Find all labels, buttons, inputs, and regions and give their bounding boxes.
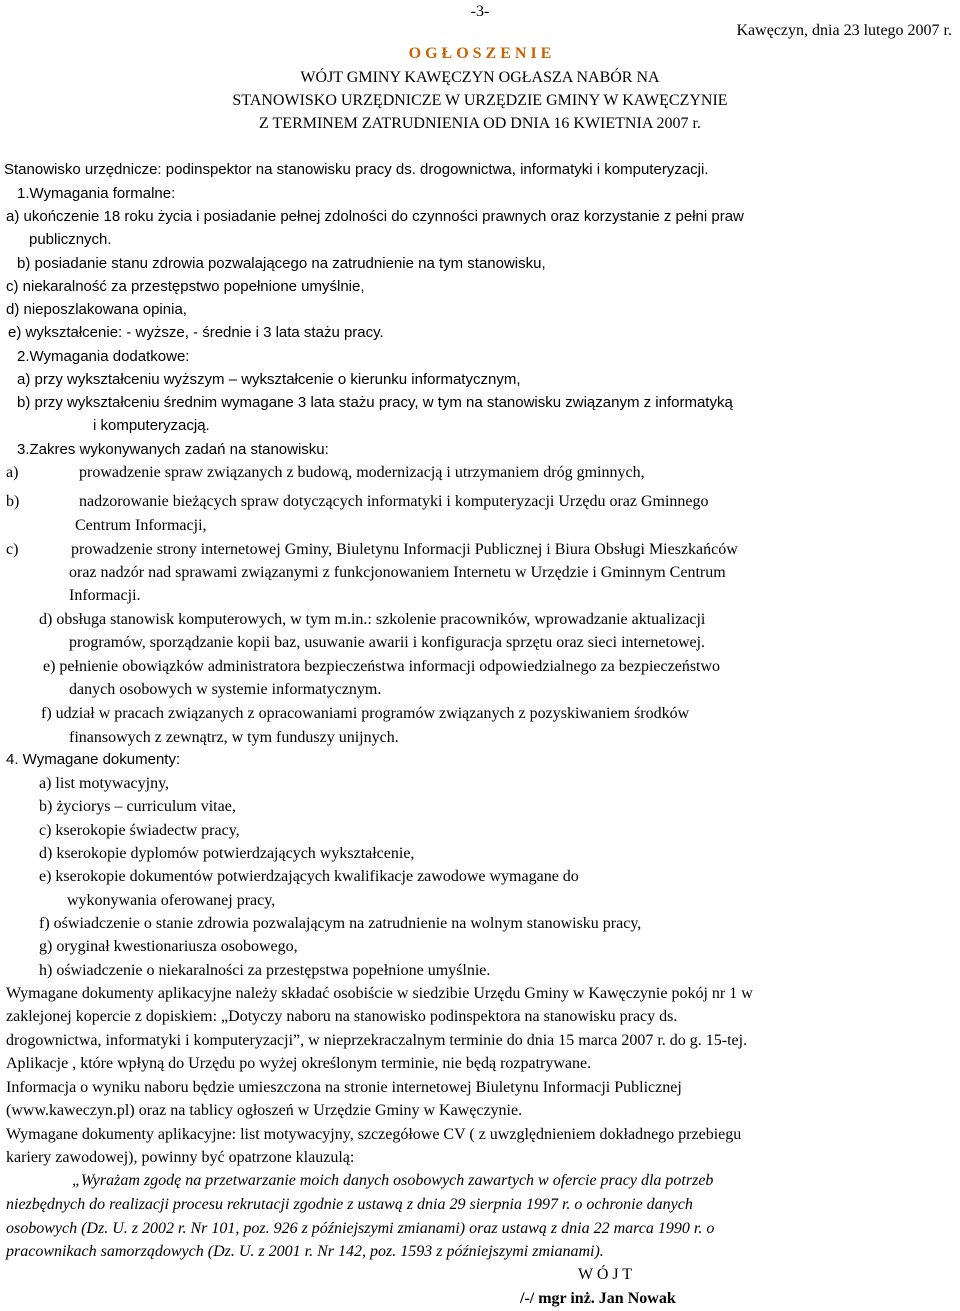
closing-line: Informacja o wyniku naboru będzie umieszczona na stronie internetowej Biuletynu Informacji Publicznej: [6, 1079, 682, 1096]
consent-clause-line: osobowych (Dz. U. z 2002 r. Nr 101, poz. 926 z późniejszymi zmianami) oraz ustawą z dnia 22 marca 1990 r. o: [6, 1220, 715, 1237]
section-3-item-c-cont-1: oraz nadzór nad sprawami związanymi z funkcjonowaniem Internetu w Urzędzie i Gminnym Centrum: [69, 564, 726, 581]
section-3-label-c: c): [6, 541, 19, 558]
title-line-2: STANOWISKO URZĘDNICZE W URZĘDZIE GMINY W KAWĘCZYNIE: [232, 92, 728, 109]
closing-line: kariery zawodowej), powinny być opatrzone klauzulą:: [6, 1149, 355, 1166]
closing-line: zaklejonej kopercie z dopiskiem: „Dotyczy naboru na stanowisko podinspektora na stanowisku pracy ds.: [6, 1008, 678, 1025]
section-4-item: f) oświadczenie o stanie zdrowia pozwalającym na zatrudnienie na wolnym stanowisku pracy,: [39, 915, 642, 932]
section-1-item-c: c) niekaralność za przestępstwo popełnione umyślnie,: [6, 278, 365, 295]
section-3-item-c: prowadzenie strony internetowej Gminy, Biuletynu Informacji Publicznej i Biura Obsługi Mieszkańców: [71, 541, 738, 558]
title-line-1: WÓJT GMINY KAWĘCZYN OGŁASZA NABÓR NA: [300, 69, 660, 86]
section-3-item-d-cont: programów, sporządzanie kopii baz, usuwanie awarii i konfiguracja sprzętu oraz sieci internetowej.: [69, 634, 706, 651]
title-line-3: Z TERMINEM ZATRUDNIENIA OD DNIA 16 KWIETNIA 2007 r.: [259, 115, 701, 132]
section-1-item-a-cont: publicznych.: [29, 231, 112, 248]
signature-title: W Ó J T: [578, 1266, 633, 1283]
section-2-item-b: b) przy wykształceniu średnim wymagane 3 lata stażu pracy, w tym na stanowisku związanym z informatyką: [17, 394, 733, 411]
section-4-item: e) kserokopie dokumentów potwierdzających kwalifikacje zawodowe wymagane do: [39, 868, 579, 885]
consent-clause-line: „Wyrażam zgodę na przetwarzanie moich danych osobowych zawartych w ofercie pracy dla potrzeb: [72, 1172, 714, 1189]
section-3-label-b: b): [6, 493, 20, 510]
section-3-item-e: e) pełnienie obowiązków administratora bezpieczeństwa informacji odpowiedzialnego za bezpieczeństwo: [43, 658, 721, 675]
section-4-item: d) kserokopie dyplomów potwierdzających wykształcenie,: [39, 845, 415, 862]
section-1-item-a: a) ukończenie 18 roku życia i posiadanie pełnej zdolności do czynności prawnych oraz korzystanie z pełni praw: [6, 208, 744, 225]
section-4-heading: 4. Wymagane dokumenty:: [6, 751, 181, 768]
section-3-heading: 3.Zakres wykonywanych zadań na stanowisku:: [17, 441, 329, 458]
section-4-item: c) kserokopie świadectw pracy,: [39, 822, 240, 839]
section-3-item-f: f) udział w pracach związanych z opracowaniami programów związanych z pozyskiwaniem środków: [41, 705, 690, 722]
section-2-heading: 2.Wymagania dodatkowe:: [17, 348, 190, 365]
position-description: Stanowisko urzędnicze: podinspektor na stanowisku pracy ds. drogownictwa, informatyki i komputeryzacji.: [4, 161, 709, 178]
place-date: Kawęczyn, dnia 23 lutego 2007 r.: [736, 22, 952, 39]
section-1-item-e: e) wykształcenie: - wyższe, - średnie i 3 lata stażu pracy.: [8, 324, 384, 341]
announcement-heading: O G Ł O S Z E N I E: [408, 45, 552, 62]
section-4-item: g) oryginał kwestionariusza osobowego,: [39, 938, 298, 955]
signature-name: /-/ mgr inż. Jan Nowak: [520, 1290, 676, 1307]
section-3-item-b: nadzorowanie bieżących spraw dotyczących informatyki i komputeryzacji Urzędu oraz Gminnego: [79, 493, 709, 510]
section-3-item-f-cont: finansowych z zewnątrz, w tym funduszy unijnych.: [69, 729, 399, 746]
section-4-item-cont: wykonywania oferowanej pracy,: [67, 892, 276, 909]
section-4-item: b) życiorys – curriculum vitae,: [39, 798, 236, 815]
section-3-item-c-cont-2: Informacji.: [69, 587, 141, 604]
closing-line: Wymagane dokumenty aplikacyjne należy składać osobiście w siedzibie Urzędu Gminy w Kawęczynie pokój nr 1 w: [6, 985, 753, 1002]
closing-line: Wymagane dokumenty aplikacyjne: list motywacyjny, szczegółowe CV ( z uwzględnieniem dokładnego przebiegu: [6, 1126, 742, 1143]
section-1-heading: 1.Wymagania formalne:: [17, 185, 176, 202]
consent-clause-line: pracownikach samorządowych (Dz. U. z 2001 r. Nr 142, poz. 1593 z późniejszymi zmianami).: [6, 1243, 604, 1260]
section-1-item-d: d) nieposzlakowana opinia,: [6, 301, 187, 318]
section-3-item-a: prowadzenie spraw związanych z budową, modernizacją i utrzymaniem dróg gminnych,: [79, 464, 645, 481]
section-2-item-a: a) przy wykształceniu wyższym – wykształcenie o kierunku informatycznym,: [17, 371, 521, 388]
section-2-item-b-cont: i komputeryzacją.: [93, 417, 210, 434]
closing-line: (www.kaweczyn.pl) oraz na tablicy ogłoszeń w Urzędzie Gminy w Kawęczynie.: [6, 1102, 523, 1119]
closing-line: drogownictwa, informatyki i komputeryzacji”, w nieprzekraczalnym terminie do dnia 15 marca 2007 r. do g. 15-tej.: [6, 1032, 748, 1049]
section-1-item-b: b) posiadanie stanu zdrowia pozwalającego na zatrudnienie na tym stanowisku,: [17, 255, 546, 272]
section-4-item: h) oświadczenie o niekaralności za przestępstwa popełnione umyślnie.: [39, 962, 491, 979]
page-number: -3-: [470, 3, 490, 20]
section-3-label-a: a): [6, 464, 19, 481]
section-3-item-b-cont: Centrum Informacji,: [75, 517, 207, 534]
section-4-item: a) list motywacyjny,: [39, 775, 170, 792]
section-3-item-d: d) obsługa stanowisk komputerowych, w tym m.in.: szkolenie pracowników, wprowadzanie aktualizacji: [39, 611, 706, 628]
closing-line: Aplikacje , które wpłyną do Urzędu po wyżej określonym terminie, nie będą rozpatrywane.: [6, 1055, 592, 1072]
section-3-item-e-cont: danych osobowych w systemie informatycznym.: [69, 681, 382, 698]
consent-clause-line: niezbędnych do realizacji procesu rekrutacji zgodnie z ustawą z dnia 29 sierpnia 1997 r. o ochronie danych: [6, 1196, 693, 1213]
